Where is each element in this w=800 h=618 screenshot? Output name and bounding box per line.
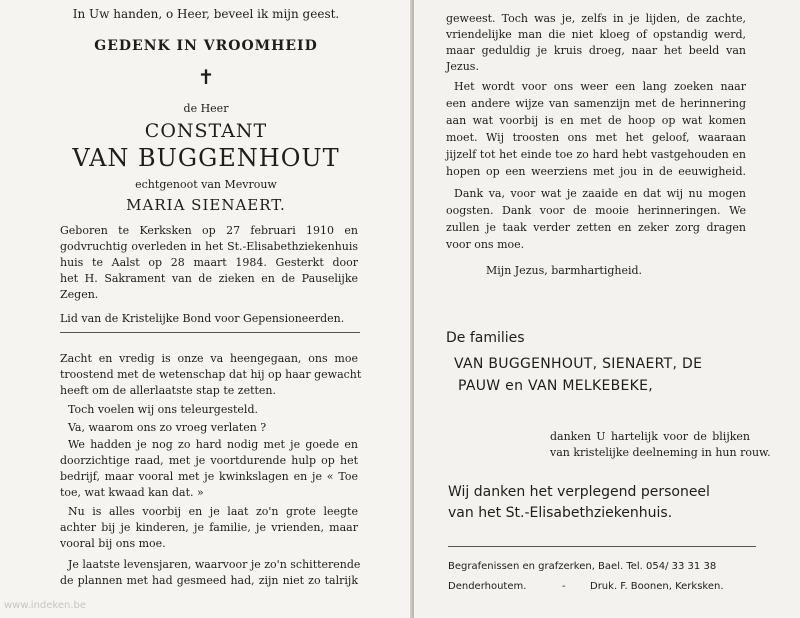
families-line-1: VAN BUGGENHOUT, SIENAERT, DE: [454, 356, 703, 372]
first-name: CONSTANT: [144, 120, 268, 142]
verse-line: troostend met de wetenschap dat hij op haar gewacht: [60, 368, 362, 381]
footer-line-1: Begrafenissen en grafzerken, Bael. Tel. 054/ 33 31 38: [448, 561, 717, 572]
thanks-line-2: van kristelijke deelneming in hun rouw.: [550, 446, 771, 459]
verse-line: heeft om de allerlaatste stap te zetten.: [60, 384, 277, 397]
prayer-line: Mijn Jezus, barmhartigheid.: [486, 264, 643, 277]
spouse-name: MARIA SIENAERT.: [126, 196, 286, 214]
verse-line: aan wat voorbij is en met de hoop op wat komen: [446, 114, 746, 127]
bio-line: huis te Aalst op 28 maart 1984. Gesterkt door: [60, 256, 358, 269]
membership-line: Lid van de Kristelijke Bond voor Gepensioneerden.: [60, 312, 345, 325]
footer-divider: [448, 546, 756, 547]
verse-line: doorzichtige raad, met je voortdurende hulp op het: [60, 454, 358, 467]
divider: [60, 332, 360, 333]
verse-line: geweest. Toch was je, zelfs in je lijden, de zachte,: [446, 12, 746, 25]
verse-line: voor ons moe.: [446, 238, 525, 251]
bio-line: Geboren te Kerksken op 27 februari 1910 en: [60, 224, 358, 237]
verse-line: Het wordt voor ons weer een lang zoeken naar: [454, 80, 746, 93]
staff-thanks-line-2: van het St.-Elisabethziekenhuis.: [448, 505, 673, 521]
verse-line: Zacht en vredig is onze va heengegaan, ons moe: [60, 352, 358, 365]
verse-line: Va, waarom ons zo vroeg verlaten ?: [68, 421, 267, 434]
verse-line: oogsten. Dank voor de mooie herinneringen. We: [446, 204, 746, 217]
verse-line: achter bij je kinderen, je familie, je vrienden, maar: [60, 521, 358, 534]
verse-line: hopen op een weerziens met jou in de eeuwigheid.: [446, 165, 746, 178]
title-prefix: de Heer: [183, 102, 229, 115]
verse-line: Jezus.: [446, 60, 479, 73]
verse-line: Toch voelen wij ons teleurgesteld.: [68, 403, 258, 416]
verse-line: bedrijf, maar vooral met je kwinkslagen en je « Toe: [60, 470, 358, 483]
remembrance-heading: GEDENK IN VROOMHEID: [94, 38, 318, 54]
verse-line: moet. Wij troosten ons met het geloof, waaraan: [446, 131, 746, 144]
verse-line: We hadden je nog zo hard nodig met je goede en: [68, 438, 358, 451]
bio-line: Zegen.: [60, 288, 99, 301]
footer-printer: Druk. F. Boonen, Kerksken.: [590, 581, 724, 592]
cross-icon: ✝: [197, 65, 215, 89]
verse-line: Dank va, voor wat je zaaide en dat wij nu mogen: [454, 187, 746, 200]
staff-thanks-line-1: Wij danken het verplegend personeel: [448, 484, 710, 500]
verse-line: zullen je taak verder zetten en zeker zorg dragen: [446, 221, 746, 234]
verse-line: een andere wijze van samenzijn met de herinnering: [446, 97, 746, 110]
families-line-2: PAUW en VAN MELKEBEKE,: [458, 378, 654, 394]
verse-line: de plannen met had gesmeed had, zijn niet zo talrijk: [60, 574, 358, 587]
verse-line: maar geduldig je kruis droeg, naar het beeld van: [446, 44, 746, 57]
right-page: [414, 0, 800, 618]
bio-line: godvruchtig overleden in het St.-Elisabethziekenhuis: [60, 240, 358, 253]
footer-separator: -: [562, 581, 566, 592]
families-intro: De families: [446, 330, 525, 346]
verse-line: Je laatste levensjaren, waarvoor je zo'n schitterende: [68, 558, 361, 571]
header-line: In Uw handen, o Heer, beveel ik mijn geest.: [72, 7, 340, 21]
bio-line: het H. Sakrament van de zieken en de Pauselijke: [60, 272, 358, 285]
verse-line: jijzelf tot het einde toe zo hard hebt vastgehouden en: [446, 148, 746, 161]
verse-line: vriendelijke man die niet kloeg of opstandig werd,: [446, 28, 746, 41]
last-name: VAN BUGGENHOUT: [72, 144, 340, 172]
verse-line: vooral bij ons moe.: [60, 537, 166, 550]
footer-town: Denderhoutem.: [448, 581, 527, 592]
spouse-intro: echtgenoot van Mevrouw: [135, 178, 277, 191]
verse-line: Nu is alles voorbij en je laat zo'n grote leegte: [68, 505, 358, 518]
thanks-line-1: danken U hartelijk voor de blijken: [550, 430, 750, 443]
watermark: www.indeken.be: [4, 600, 87, 611]
verse-line: toe, wat kwaad kan dat. »: [60, 486, 204, 499]
